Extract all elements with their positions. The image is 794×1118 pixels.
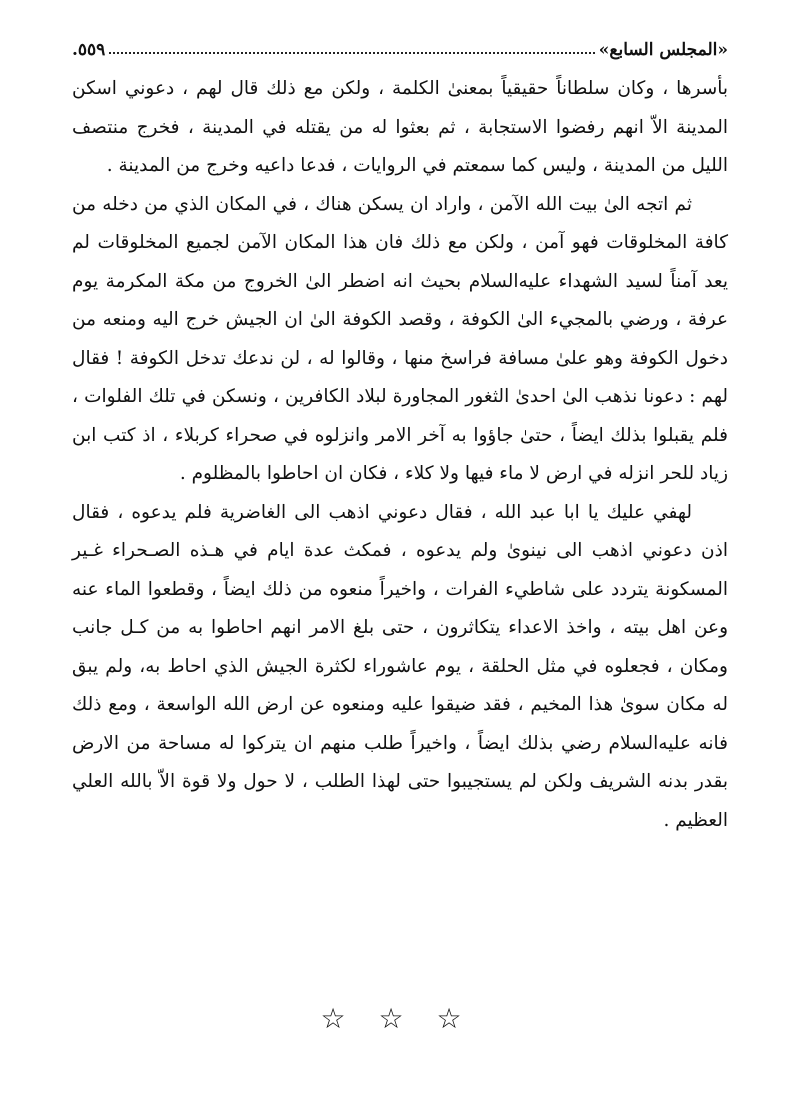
page-number: ٥٥٩. xyxy=(72,40,106,60)
paragraph-2: ثم اتجه الىٰ بيت الله الآمن ، واراد ان يسكن هناك ، في المكان الذي من دخله من كافة المخلوقات فهو آمن ، ولكن مع ذلك فان هذا المكان الآمن لجميع المخلوقات لم يعد آمناً لسيد الشهداء عليه‌السلام بحيث انه اضطر الىٰ الخروج من مكة المكرمة يوم عرفة ، ورضي بالمجيء الىٰ الكوفة ، وقصد الكوفة الىٰ ان الجيش خرج اليه ومنعه من دخول الكوفة وهو علىٰ مسافة فراسخ منها ، وقالوا له ، لن ندعك تدخل الكوفة ! فقال لهم : دعونا نذهب الىٰ احدىٰ الثغور المجاورة لبلاد الكافرين ، ونسكن في تلك الفلوات ، فلم يقبلوا بذلك ايضاً ، حتىٰ جاؤوا به آخر الامر وانزلوه في صحراء كربلاء ، اذ كتب ابن زياد للحر انزله في ارض لا ماء فيها ولا كلاء ، فكان ان احاطوا بالمظلوم . xyxy=(72,193,728,484)
stars-ornament: ☆ ☆ ☆ xyxy=(320,1002,474,1035)
paragraph-1: بأسرها ، وكان سلطاناً حقيقياً بمعنىٰ الكلمة ، ولكن مع ذلك قال لهم ، دعوني اسكن المدينة الاّ انهم رفضوا الاستجابة ، ثم بعثوا له من يقتله في المدينة ، فخرج منتصف الليل من المدينة ، وليس كما سمعتم في الروايات ، فدعا داعيه وخرج من المدينة . xyxy=(72,78,728,176)
body-text xyxy=(72,70,728,840)
paragraph-3: لهفي عليك يا ابا عبد الله ، فقال دعوني اذهب الى الغاضرية فلم يدعوه ، فقال اذن دعوني اذهب الى نينوىٰ ولم يدعوه ، فمكث عدة ايام في هـذه الصـحراء غـير المسكونة يتردد على شاطيء الفرات ، واخيراً منعوه من ذلك ايضاً ، وقطعوا الماء عنه وعن اهل بيته ، واخذ الاعداء يتكاثرون ، حتى بلغ الامر انهم احاطوا به من كـل جانب ومكان ، فجعلوه في مثل الحلقة ، يوم عاشوراء لكثرة الجيش الذي احاط به، ولم يبق له مكان سوىٰ هذا المخيم ، فقد ضيقوا عليه ومنعوه عن ارض الله الواسعة ، ومع ذلك فانه عليه‌السلام رضي بذلك ايضاً ، واخيراً طلب منهم ان يتركوا له مساحة من الارض بقدر بدنه الشريف ولكن لم يستجيبوا حتى لهذا الطلب ، لا حول ولا قوة الاّ بالله العلي العظيم . xyxy=(72,501,728,831)
dotted-leader xyxy=(109,52,594,54)
page-header xyxy=(72,30,728,60)
running-title: «المجلس السابع» xyxy=(598,40,728,60)
